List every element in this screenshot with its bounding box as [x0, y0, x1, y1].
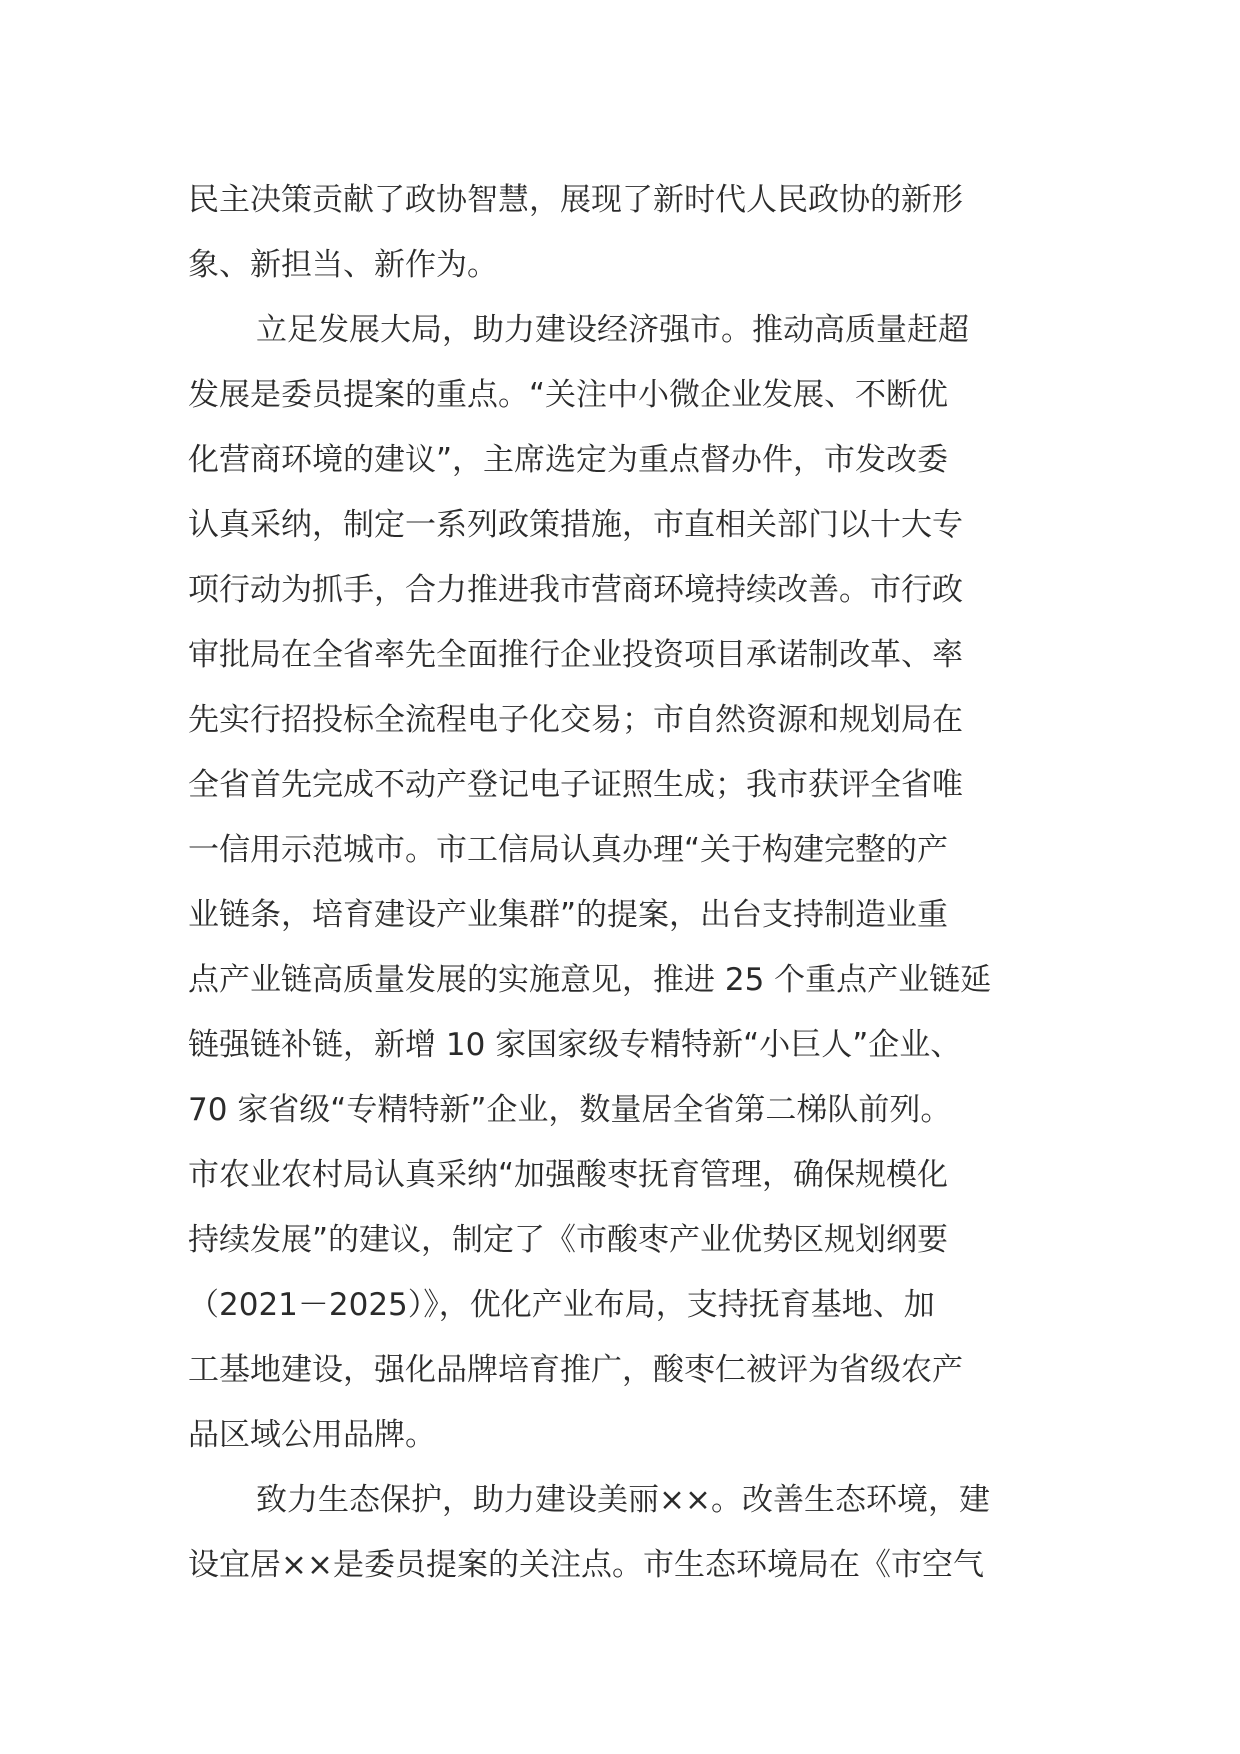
- text-line: 点产业链高质量发展的实施意见，推进 25 个重点产业链延: [188, 962, 992, 998]
- paragraph-start-line: 致力生态保护，助力建设美丽××。改善生态环境，建: [256, 1482, 990, 1518]
- text-line: 发展是委员提案的重点。“关注中小微企业发展、不断优: [188, 377, 949, 413]
- text-line: 工基地建设，强化品牌培育推广，酸枣仁被评为省级农产: [188, 1352, 963, 1388]
- text-line: 持续发展”的建议，制定了《市酸枣产业优势区规划纲要: [188, 1222, 949, 1258]
- text-line: 一信用示范城市。市工信局认真办理“关于构建完整的产: [188, 832, 949, 868]
- text-line: 先实行招投标全流程电子化交易；市自然资源和规划局在: [188, 702, 963, 738]
- text-line: 全省首先完成不动产登记电子证照生成；我市获评全省唯: [188, 767, 963, 803]
- text-line: 链强链补链，新增 10 家国家级专精特新“小巨人”企业、: [188, 1027, 962, 1063]
- text-line: 认真采纳，制定一系列政策措施，市直相关部门以十大专: [188, 507, 963, 543]
- text-line: （2021－2025）》，优化产业布局，支持抚育基地、加: [188, 1287, 935, 1323]
- text-line: 设宜居××是委员提案的关注点。市生态环境局在《市空气: [188, 1547, 984, 1583]
- text-line: 民主决策贡献了政协智慧，展现了新时代人民政协的新形: [188, 182, 963, 218]
- text-line: 70 家省级“专精特新”企业，数量居全省第二梯队前列。: [188, 1092, 952, 1128]
- text-line: 市农业农村局认真采纳“加强酸枣抚育管理，确保规模化: [188, 1157, 949, 1193]
- text-line: 品区域公用品牌。: [188, 1417, 436, 1453]
- text-line: 化营商环境的建议”，主席选定为重点督办件，市发改委: [188, 442, 949, 478]
- body-text: [188, 168, 1068, 1598]
- paragraph-start-line: 立足发展大局，助力建设经济强市。推动高质量赶超: [256, 312, 969, 348]
- text-line: 项行动为抓手，合力推进我市营商环境持续改善。市行政: [188, 572, 963, 608]
- text-line: 审批局在全省率先全面推行企业投资项目承诺制改革、率: [188, 637, 963, 673]
- text-line: 业链条，培育建设产业集群”的提案，出台支持制造业重: [188, 897, 949, 933]
- text-line: 象、新担当、新作为。: [188, 247, 498, 283]
